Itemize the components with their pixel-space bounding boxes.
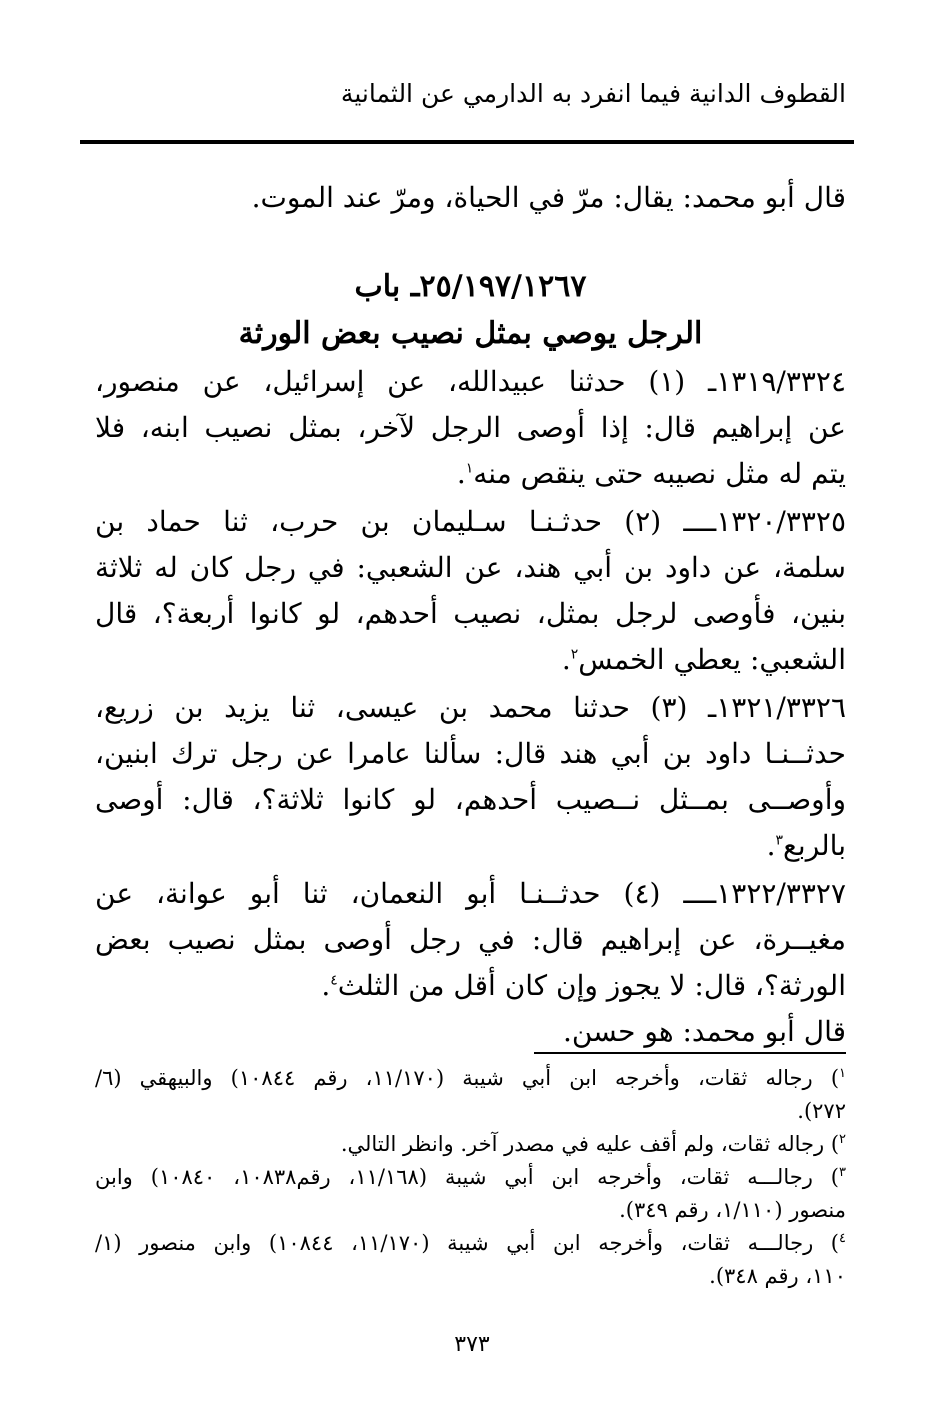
footnote-1: $^١$) رجاله ثقات، وأخرجه ابن أبي شيبة (١١/١٧٠، رقم ١٠٨٤٤) والبيهقي (٦/ xyxy=(95,1066,846,1090)
footnote-number: ٤ xyxy=(839,1231,846,1246)
hadith-1 xyxy=(95,359,846,497)
footnote-1-cont: ٢٧٢). xyxy=(797,1099,846,1123)
footnote-marker: ٢ xyxy=(570,646,579,663)
text-line: الشعبي: يعطي الخمس$^٢$. xyxy=(561,643,846,676)
footnote-number: ١ xyxy=(839,1066,846,1081)
footnote-marker: ٣ xyxy=(775,832,783,849)
text-segment: يتم له مثل نصيبه حتى ينقص منه xyxy=(473,457,846,490)
text-line: يتم له مثل نصيبه حتى ينقص منه$^١$. xyxy=(456,457,846,490)
chapter-title: الرجل يوصي بمثل نصيب بعض الورثة xyxy=(238,316,703,351)
footnote-number: ٢ xyxy=(839,1132,846,1147)
text-line: بنين، فأوصى لرجل بمثل، نصيب أحدهم، لو كانوا أربعة؟، قال xyxy=(95,597,846,630)
footnote-marker: ١ xyxy=(465,460,474,477)
text-line: سلمة، عن داود بن أبي هند، عن الشعبي: في رجل كان له ثلاثة xyxy=(95,551,846,584)
text-segment: الشعبي: يعطي الخمس xyxy=(578,643,846,676)
footnote-text: رجالـــه ثقات، وأخرجه ابن أبي شيبة (١١/١٧٠، ١٠٨٤٤) وابن منصور (١/ xyxy=(95,1231,814,1255)
text-line: مغيــرة، عن إبراهيم قال: في رجل أوصى بمثل نصيب بعض xyxy=(95,923,846,956)
text-line: وأوصــى بمــثل نــصيب أحدهم، لو كانوا ثلاثة؟، قال: أوصى xyxy=(95,783,846,816)
text-line: الورثة؟، قال: لا يجوز وإن كان أقل من الثلث$^٤$. xyxy=(321,969,846,1002)
footnote-text: رجاله ثقات، وأخرجه ابن أبي شيبة (١١/١٧٠، رقم ١٠٨٤٤) والبيهقي (٦/ xyxy=(95,1066,813,1090)
footnote-2: $^٢$) رجاله ثقات، ولم أقف عليه في مصدر آخر. وانظر التالي. xyxy=(340,1132,846,1156)
footnote-3: $^٣$) رجالـــه ثقات، وأخرجه ابن أبي شيبة (١١/١٦٨، رقم١٠٨٣٨، ١٠٨٤٠) وابن xyxy=(95,1165,846,1189)
hadith-3 xyxy=(95,685,846,869)
footnote-rule xyxy=(534,1052,846,1054)
footnote-text: رجالـــه ثقات، وأخرجه ابن أبي شيبة (١١/١٦٨، رقم١٠٨٣٨، ١٠٨٤٠) وابن xyxy=(95,1165,813,1189)
footnote-number: ٣ xyxy=(839,1165,846,1180)
page-body xyxy=(95,175,846,1055)
footnotes xyxy=(95,1062,846,1293)
text-line: حدثــنـا داود بن أبي هند قال: سألنا عامرا عن رجل ترك ابنين، xyxy=(95,737,846,770)
text-line: ١٣٢٠/٣٣٢٥ــــ (٢) حدثـنـا سـليمان بن حرب، ثنا حماد بن xyxy=(95,505,846,538)
hadith-4 xyxy=(95,871,846,1009)
hadith-2 xyxy=(95,499,846,683)
footnote-3-cont: منصور (١/١١٠، رقم ٣٤٩). xyxy=(619,1198,846,1222)
text-line: ١٣٢١/٣٣٢٦ـ (٣) حدثنا محمد بن عيسى، ثنا يزيد بن زريع، xyxy=(95,691,846,724)
chapter-number: ٢٥/١٩٧/١٢٦٧ـ باب xyxy=(354,269,587,304)
running-head: القطوف الدانية فيما انفرد به الدارمي عن الثمانية xyxy=(340,79,846,108)
footnote-marker: ٤ xyxy=(330,972,338,989)
page-number: ٣٧٣ xyxy=(454,1332,490,1357)
text-line: بالربع$^٣$. xyxy=(766,829,846,862)
footnote-4-cont: ١١٠، رقم ٣٤٨). xyxy=(709,1264,846,1288)
text-line: ١٣١٩/٣٣٢٤ـ (١) حدثنا عبيدالله، عن إسرائيل، عن منصور، xyxy=(95,365,846,398)
text-segment: الورثة؟، قال: لا يجوز وإن كان أقل من الثلث xyxy=(337,969,846,1002)
intro-line: قال أبو محمد: يقال: مرّ في الحياة، ومرّ عند الموت. xyxy=(251,181,846,214)
closing-line: قال أبو محمد: هو حسن. xyxy=(562,1015,846,1048)
header-rule xyxy=(80,140,854,144)
footnote-text: رجاله ثقات، ولم أقف عليه في مصدر آخر. وانظر التالي. xyxy=(340,1132,825,1156)
footnote-4: $^٤$) رجالـــه ثقات، وأخرجه ابن أبي شيبة (١١/١٧٠، ١٠٨٤٤) وابن منصور (١/ xyxy=(95,1231,846,1255)
text-segment: بالربع xyxy=(783,829,846,862)
text-line: عن إبراهيم قال: إذا أوصى الرجل لآخر، بمثل نصيب ابنه، فلا xyxy=(95,411,846,444)
text-line: ١٣٢٢/٣٣٢٧ــــ (٤) حدثــنـا أبو النعمان، ثنا أبو عوانة، عن xyxy=(95,877,846,910)
